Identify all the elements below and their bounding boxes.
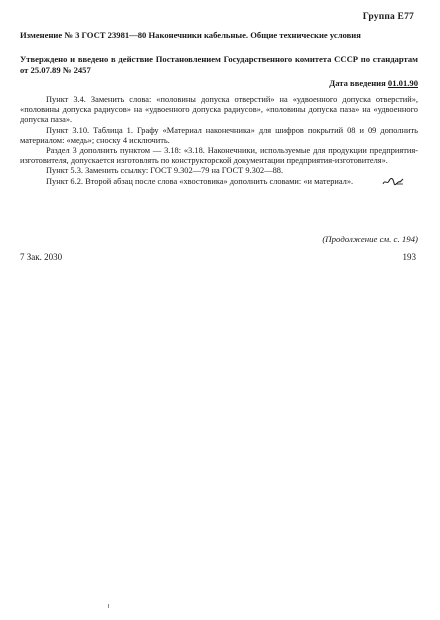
paragraph-item-3-4: Пункт 3.4. Заменить слова: «половины допуска отверстий» на «удвоенного допуска отверстий», «половины допуска радиусов» на «удвоенного допуска радиусов», «половины допуска паза» на «удвоенного допуска паза». <box>20 95 418 125</box>
group-label: Группа Е77 <box>362 12 414 22</box>
scan-speck <box>108 604 109 608</box>
paragraph-item-6-2-text: Пункт 6.2. Второй абзац после слова «хвостовика» дополнить словами: «и материал». <box>46 176 354 186</box>
paragraph-item-3-10: Пункт 3.10. Таблица 1. Графу «Материал наконечника» для шифров покрытий 08 и 09 дополнить материалом: «медь»; сноску 4 исключить. <box>20 125 418 145</box>
introduction-date <box>329 78 418 88</box>
introduction-date-label: Дата введения <box>329 78 386 88</box>
amendment-body <box>20 95 418 189</box>
page-number: 193 <box>402 252 416 262</box>
paragraph-item-5-3: Пункт 5.3. Заменить ссылку: ГОСТ 9.302—79 на ГОСТ 9.302—88. <box>46 166 284 176</box>
amendment-title: Изменение № 3 ГОСТ 23981—80 Наконечники кабельные. Общие технические условия <box>20 30 361 40</box>
paragraph-item-3-18: Раздел 3 дополнить пунктом — 3.18: «3.18. Наконечники, используемые для продукции предприятия-изготовителя, допускается изготовлять по конструкторской документации предприятия-изготовителя». <box>20 146 418 166</box>
introduction-date-value: 01.01.90 <box>387 78 418 88</box>
paragraph-item-6-2 <box>20 177 418 189</box>
approval-statement: Утверждено и введено в действие Постановлением Государственного комитета СССР по стандартам от 25.07.89 № 2457 <box>20 54 418 75</box>
continuation-note: (Продолжение см. с. 194) <box>322 234 418 244</box>
order-number: 7 Зак. 2030 <box>20 252 63 262</box>
handwritten-signature-icon <box>356 177 404 189</box>
